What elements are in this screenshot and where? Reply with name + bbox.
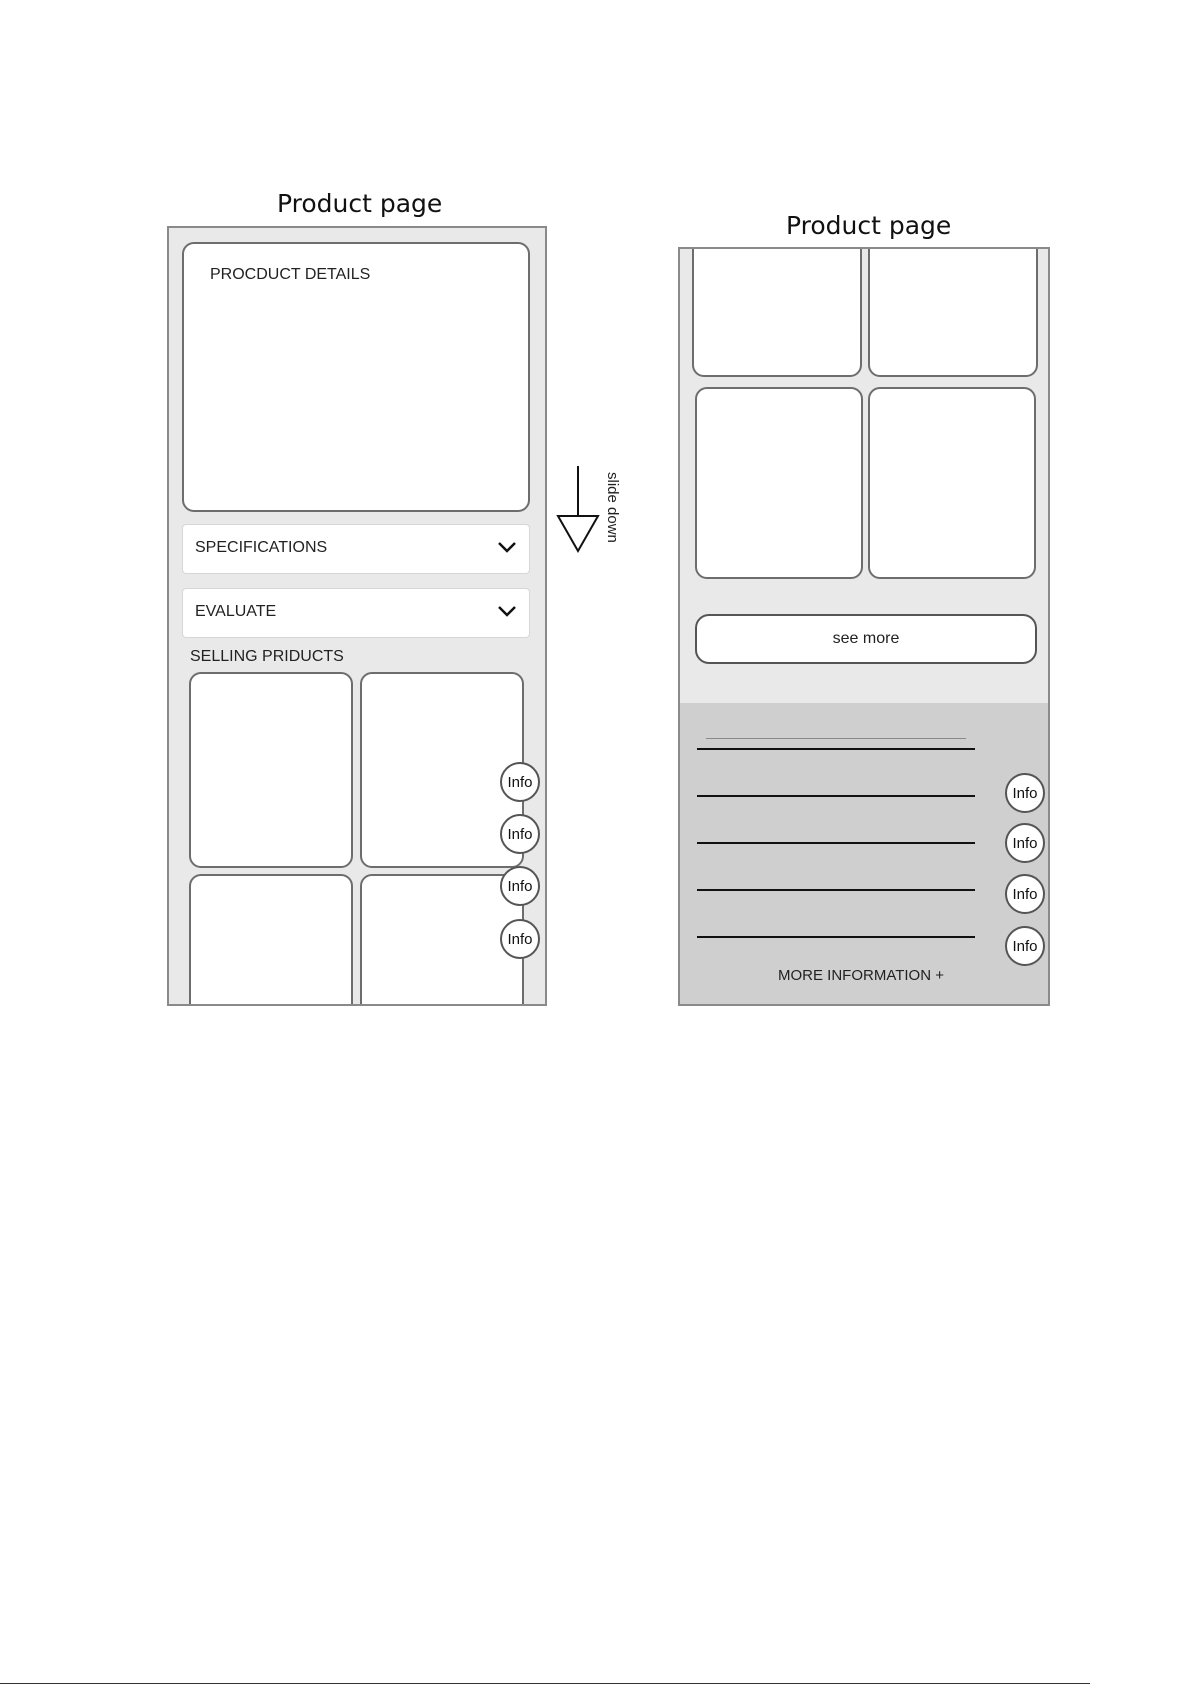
- selling-products-label: SELLING PRIDUCTS: [190, 648, 344, 665]
- slide-down-label: slide down: [604, 472, 621, 543]
- footer-link-line[interactable]: [697, 795, 975, 797]
- left-phone-screen: [167, 226, 547, 1006]
- info-button[interactable]: Info: [1005, 926, 1045, 966]
- arrow-down-icon: [556, 464, 600, 554]
- footer-divider: [706, 738, 966, 739]
- left-screen-title: Product page: [277, 189, 443, 218]
- info-button[interactable]: Info: [1005, 823, 1045, 863]
- evaluate-accordion[interactable]: [182, 588, 530, 638]
- product-card-1[interactable]: [189, 672, 353, 868]
- chevron-down-icon[interactable]: [495, 535, 519, 559]
- footer-panel: [680, 703, 1050, 1006]
- footer-link-line[interactable]: [697, 842, 975, 844]
- info-button[interactable]: Info: [500, 866, 540, 906]
- see-more-button[interactable]: see more: [695, 614, 1037, 664]
- info-button[interactable]: Info: [500, 762, 540, 802]
- product-card-bottom-left[interactable]: [695, 387, 863, 579]
- product-details-label: PROCDUCT DETAILS: [210, 266, 371, 283]
- info-button[interactable]: Info: [500, 919, 540, 959]
- footer-link-line[interactable]: [697, 748, 975, 750]
- footer-link-line[interactable]: [697, 889, 975, 891]
- more-information-link[interactable]: MORE INFORMATION +: [778, 967, 944, 984]
- product-card-2[interactable]: [360, 672, 524, 868]
- product-card-3[interactable]: [189, 874, 353, 1006]
- product-card-top-left[interactable]: [692, 247, 862, 377]
- right-screen-title: Product page: [786, 211, 952, 240]
- page-bottom-border: [0, 1683, 1090, 1684]
- product-card-bottom-right[interactable]: [868, 387, 1036, 579]
- chevron-down-icon[interactable]: [495, 599, 519, 623]
- right-phone-screen: [678, 247, 1050, 1006]
- product-card-top-right[interactable]: [868, 247, 1038, 377]
- product-details-card: [182, 242, 530, 512]
- info-button[interactable]: Info: [1005, 773, 1045, 813]
- evaluate-label: EVALUATE: [195, 603, 277, 620]
- info-button[interactable]: Info: [500, 814, 540, 854]
- info-button[interactable]: Info: [1005, 874, 1045, 914]
- specifications-label: SPECIFICATIONS: [195, 539, 328, 556]
- footer-link-line[interactable]: [697, 936, 975, 938]
- specifications-accordion[interactable]: [182, 524, 530, 574]
